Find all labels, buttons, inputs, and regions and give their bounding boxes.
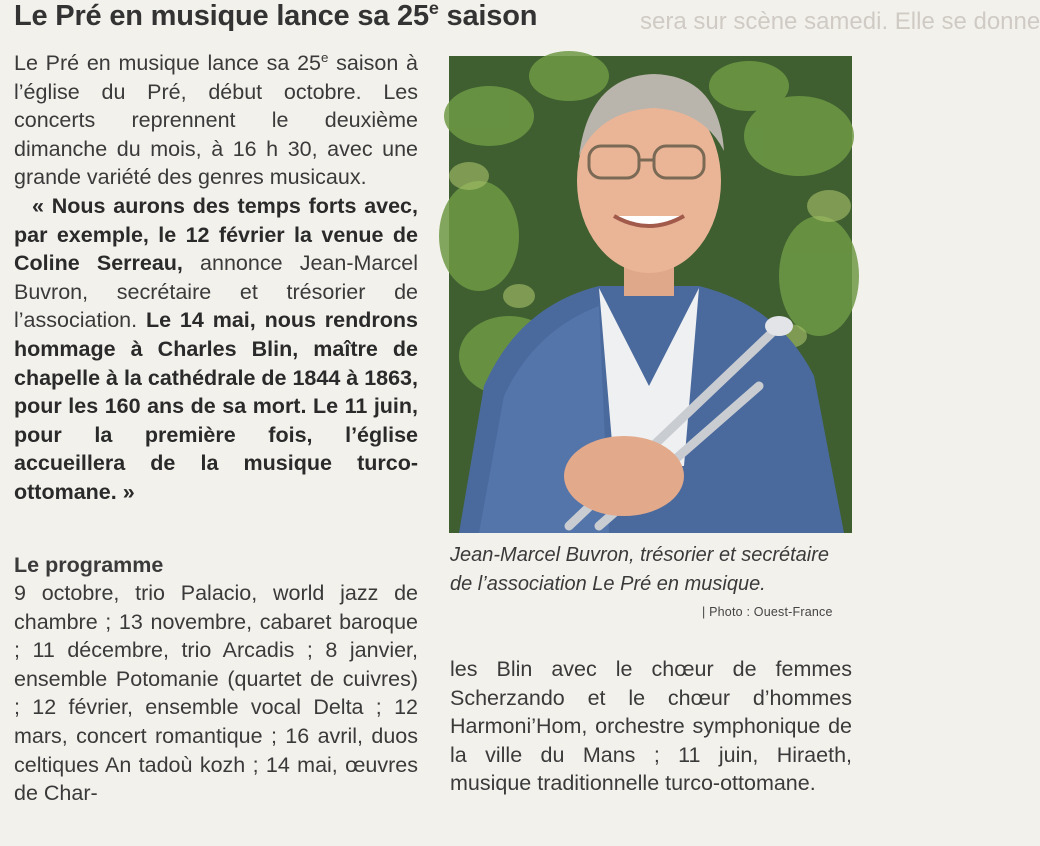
title-rest: saison: [438, 0, 538, 32]
quote-bold-2: Le 14 mai, nous rendrons hommage à Charles Blin, maître de chapelle à la cathédrale de 1844 à 1863, pour les 160 ans de sa mort. Le 11 juin, pour la première fois, l’église accueillera de la musique turco- ottomane. »: [14, 308, 418, 504]
intro-paragraph: [14, 49, 418, 192]
article-title: [14, 0, 537, 33]
title-text: Le Pré en musique lance sa 25: [14, 0, 429, 32]
quote-bold-1: « Nous aurons des temps forts avec, par exemple, le 12 février la venue de Coline Serreau,: [14, 193, 418, 276]
portrait-illustration: [449, 56, 852, 533]
left-column: [14, 49, 418, 808]
quote-normal: annonce Jean-Marcel Buvron, secrétaire et trésorier de l’association.: [14, 251, 418, 333]
quote-paragraph: [14, 192, 418, 507]
photo-credit: | Photo : Ouest-France: [702, 605, 833, 619]
portrait-photo: [449, 56, 852, 533]
intro-text-start: Le Pré en musique lance sa 25: [14, 51, 321, 75]
intro-superscript: e: [320, 50, 329, 66]
programme-text-left: 9 octobre, trio Palacio, world jazz de chambre ; 13 novembre, cabaret baroque ; 11 décembre, trio Arcadis ; 8 janvier, ensemble Potomanie (quartet de cuivres) ; 12 février, ensemble vocal Delta ; 12 mars, concert romantique ; 16 avril, duos celtiques An tadoù kozh ; 14 mai, œuvres de Char-: [14, 581, 418, 806]
intro-text-end: saison à l’église du Pré, début octobre. Les concerts reprennent le deuxième dimanche du mois, à 16 h 30, avec une grande variété des genres musicaux.: [14, 51, 418, 190]
title-superscript: e: [428, 0, 439, 19]
photo-caption: Jean-Marcel Buvron, trésorier et secrétaire de l’association Le Pré en musique.: [450, 544, 830, 595]
programme-heading: Le programme: [14, 552, 164, 577]
bleed-through-text: sera sur scène samedi. Elle se donne: [640, 8, 1040, 35]
programme-text-right: les Blin avec le chœur de femmes Scherzando et le chœur d’hommes Harmoni’Hom, orchestre symphonique de la ville du Mans ; 11 juin, Hiraeth, musique traditionnelle turco-ottomane.: [450, 657, 852, 796]
